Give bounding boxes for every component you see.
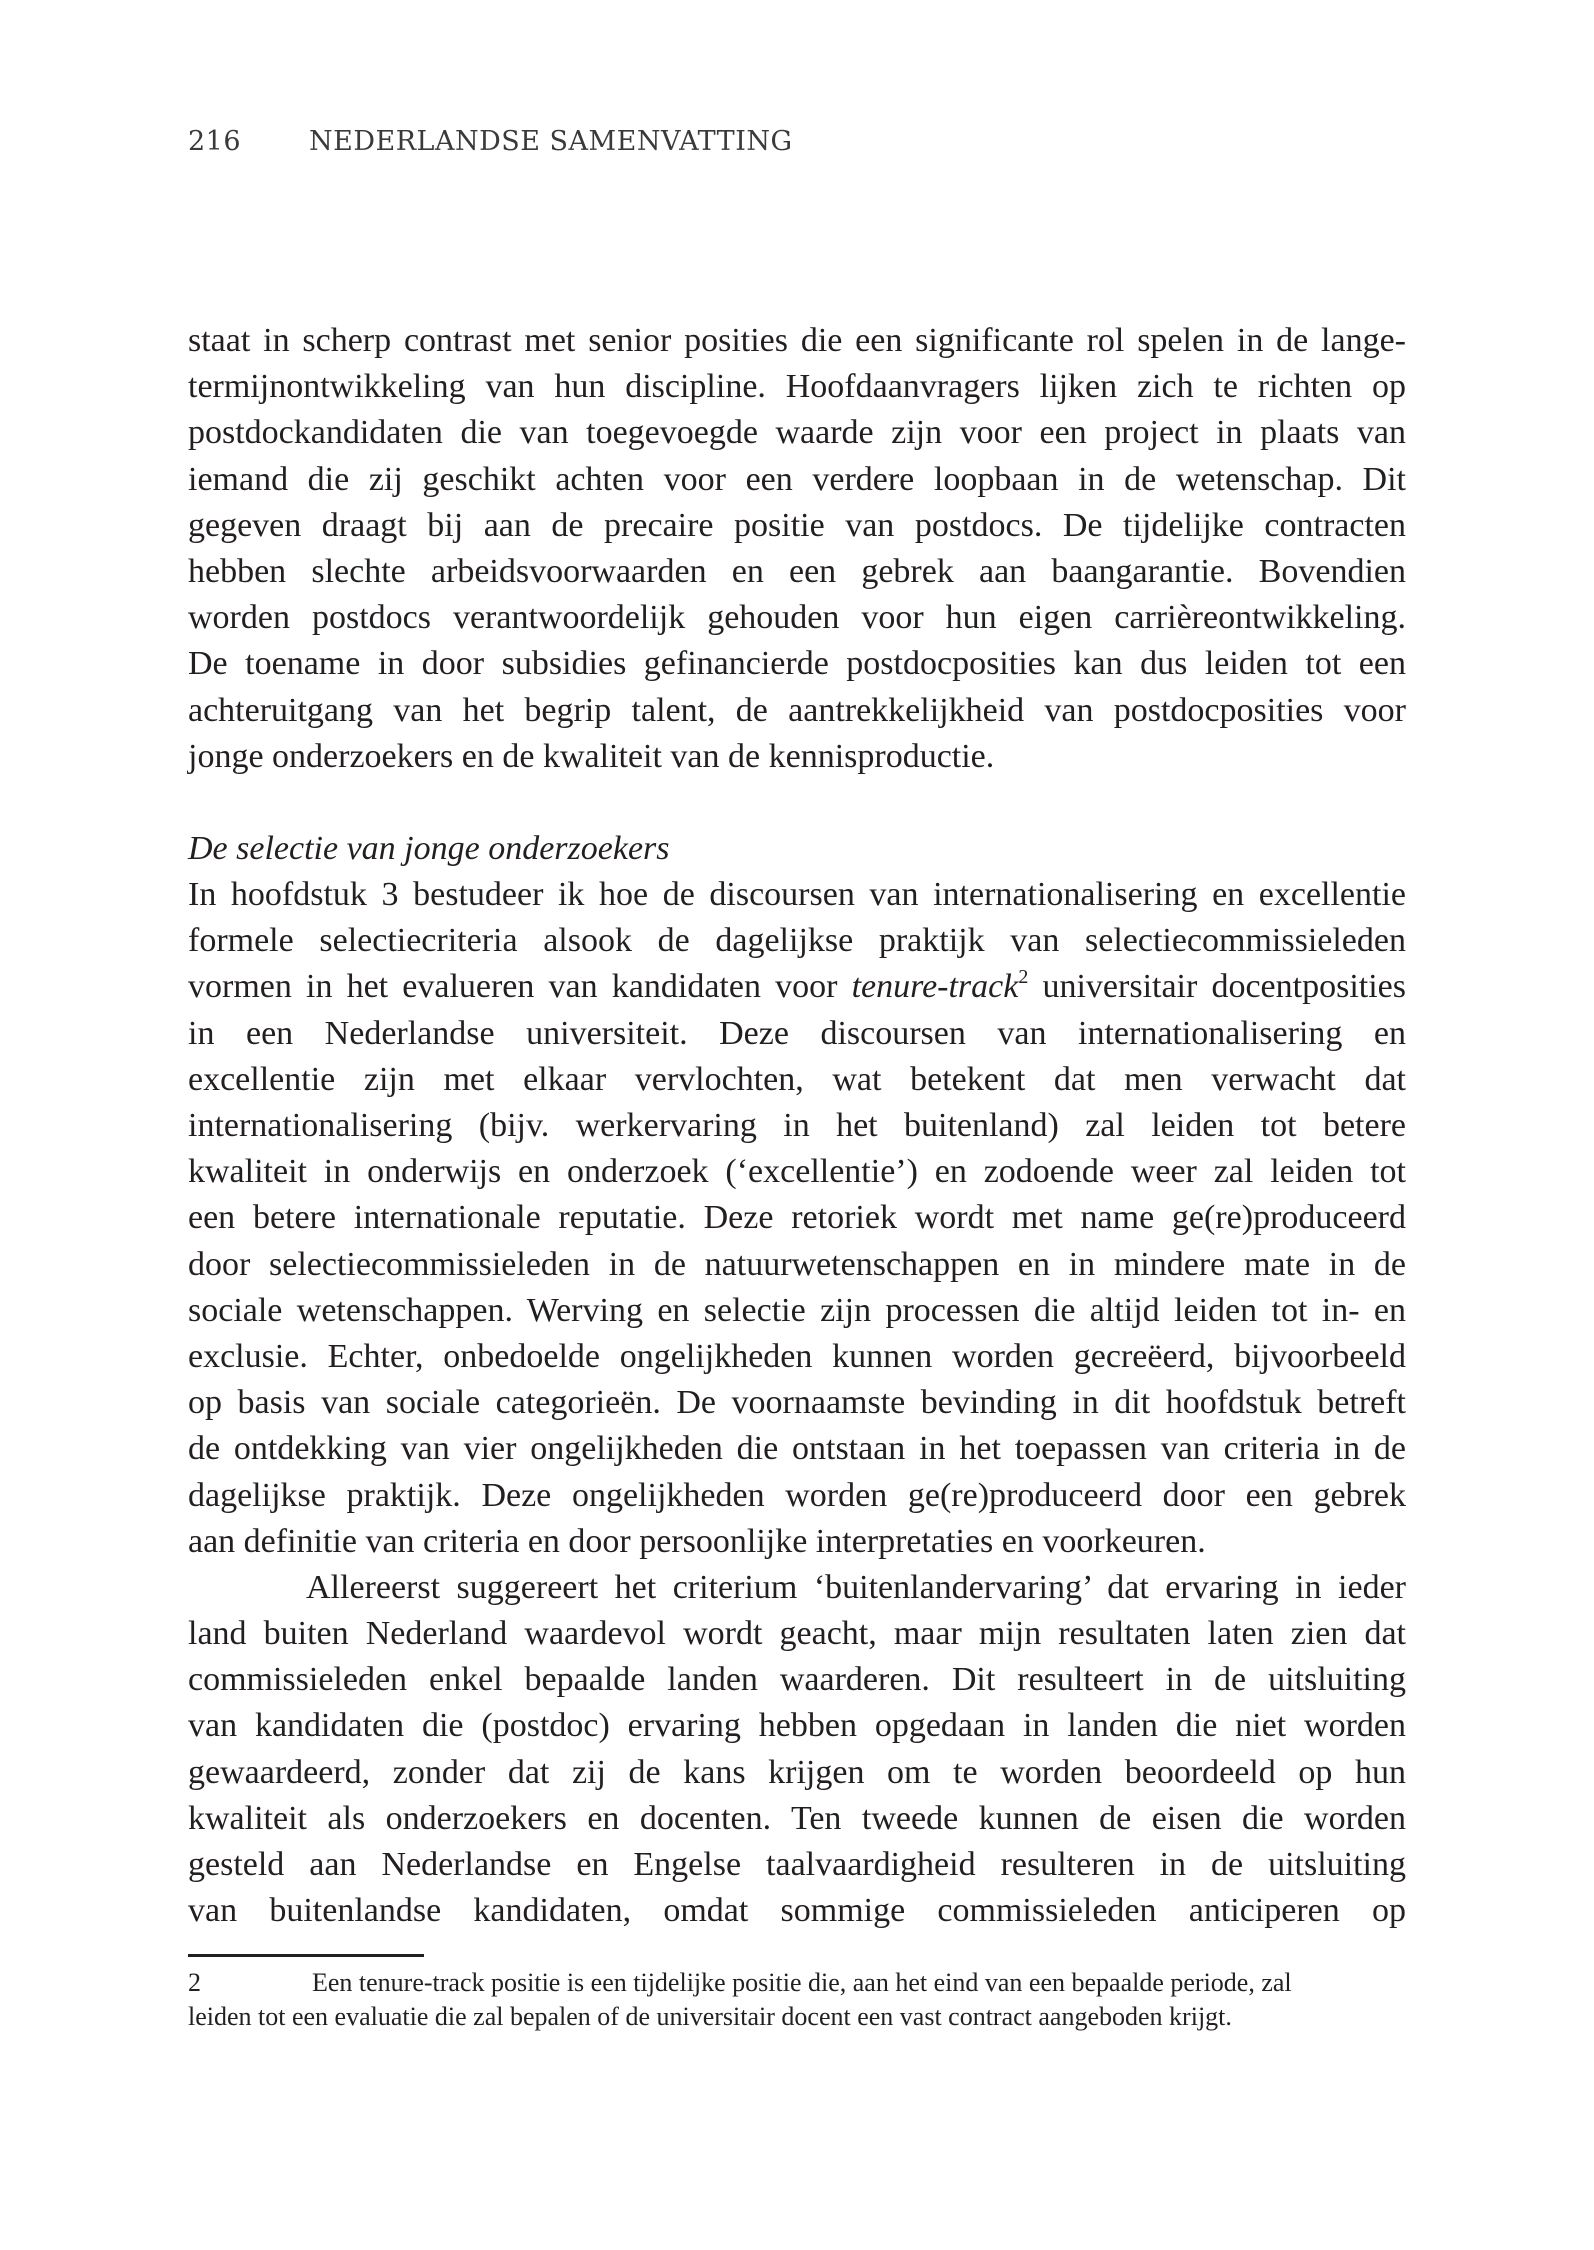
- text-line: In hoofdstuk 3 bestudeer ik hoe de discoursen van internationalisering en excellentie: [188, 876, 1406, 914]
- italic-term: tenure-track: [851, 968, 1019, 1006]
- paragraph-gap: [188, 780, 1406, 826]
- text-line: in een Nederlandse universiteit. Deze discoursen van internationalisering en: [188, 1014, 1406, 1052]
- text-line: kwaliteit in onderwijs en onderzoek (‘excellentie’) en zodoende weer zal leiden tot: [188, 1153, 1406, 1191]
- text-segment: universitair docentposities: [1028, 968, 1406, 1006]
- footnote-reference: 2: [1018, 966, 1029, 989]
- body-text: [188, 318, 1406, 1934]
- text-segment: vormen in het evalueren van kandidaten voor: [188, 968, 852, 1006]
- footnote-text: Een tenure-track positie is een tijdelijke positie die, aan het eind van een bepaalde periode, zal: [312, 1968, 1292, 1997]
- page-number: 216: [188, 126, 242, 157]
- footnote-number: 2: [188, 1968, 201, 1997]
- text-line: van kandidaten die (postdoc) ervaring hebben opgedaan in landen die niet worden: [188, 1707, 1406, 1745]
- text-line: de ontdekking van vier ongelijkheden die ontstaan in het toepassen van criteria in de: [188, 1430, 1406, 1468]
- text-line: kwaliteit als onderzoekers en docenten. Ten tweede kunnen de eisen die worden: [188, 1799, 1406, 1837]
- footnote-line: leiden tot een evaluatie die zal bepalen of de universitair docent een vast contract aangeboden krijgt.: [188, 2002, 1232, 2031]
- text-line: exclusie. Echter, onbedoelde ongelijkheden kunnen worden gecreëerd, bijvoorbeeld: [188, 1337, 1406, 1375]
- footnote: [188, 1966, 1406, 2034]
- text-line: staat in scherp contrast met senior posities die een significante rol spelen in de lange-: [188, 322, 1406, 359]
- text-line: iemand die zij geschikt achten voor een verdere loopbaan in de wetenschap. Dit: [188, 460, 1406, 498]
- text-line: excellentie zijn met elkaar vervlochten, wat betekent dat men verwacht dat: [188, 1060, 1406, 1098]
- footnote-line: [188, 1966, 1406, 2000]
- text-line: van buitenlandse kandidaten, omdat sommige commissieleden anticiperen op: [188, 1892, 1406, 1930]
- text-line-with-footnote-ref: [188, 964, 1406, 1010]
- paragraph-1: [188, 318, 1406, 780]
- text-line: Allereerst suggereert het criterium ‘buitenlandervaring’ dat ervaring in ieder: [306, 1568, 1406, 1606]
- text-line: gegeven draagt bij aan de precaire positie van postdocs. De tijdelijke contracten: [188, 506, 1406, 544]
- text-line: sociale wetenschappen. Werving en selectie zijn processen die altijd leiden tot in- en: [188, 1291, 1406, 1329]
- text-line: internationalisering (bijv. werkervaring in het buitenland) zal leiden tot betere: [188, 1107, 1406, 1144]
- text-line: door selectiecommissieleden in de natuurwetenschappen en in mindere mate in de: [188, 1245, 1406, 1283]
- text-line: formele selectiecriteria alsook de dagelijkse praktijk van selectiecommissieleden: [188, 922, 1406, 960]
- text-line: land buiten Nederland waardevol wordt geacht, maar mijn resultaten laten zien dat: [188, 1615, 1406, 1653]
- text-line: worden postdocs verantwoordelijk gehouden voor hun eigen carrièreontwikkeling.: [188, 599, 1406, 637]
- footnote-separator: [188, 1954, 424, 1957]
- text-line: een betere internationale reputatie. Deze retoriek wordt met name ge(re)produceerd: [188, 1199, 1406, 1237]
- running-head: [188, 126, 793, 157]
- text-line: jonge onderzoekers en de kwaliteit van de kennisproductie.: [188, 737, 995, 775]
- text-line: postdockandidaten die van toegevoegde waarde zijn voor een project in plaats van: [188, 414, 1406, 452]
- text-line: dagelijkse praktijk. Deze ongelijkheden worden ge(re)produceerd door een gebrek: [188, 1476, 1406, 1514]
- text-line: gesteld aan Nederlandse en Engelse taalvaardigheid resulteren in de uitsluiting: [188, 1846, 1406, 1883]
- paragraph-3: [188, 1565, 1406, 1935]
- text-line: termijnontwikkeling van hun discipline. Hoofdaanvragers lijken zich te richten op: [188, 368, 1406, 406]
- text-line: commissieleden enkel bepaalde landen waarderen. Dit resulteert in de uitsluiting: [188, 1661, 1406, 1699]
- running-head-title: NEDERLANDSE SAMENVATTING: [309, 126, 793, 157]
- paragraph-2: [188, 872, 1406, 1565]
- text-line: hebben slechte arbeidsvoorwaarden en een gebrek aan baangarantie. Bovendien: [188, 552, 1406, 590]
- section-heading: De selectie van jonge onderzoekers: [188, 829, 670, 867]
- text-line: aan definitie van criteria en door persoonlijke interpretaties en voorkeuren.: [188, 1522, 1206, 1560]
- text-line: op basis van sociale categorieën. De voornaamste bevinding in dit hoofdstuk betreft: [188, 1384, 1406, 1422]
- text-line: De toename in door subsidies gefinancierde postdocposities kan dus leiden tot een: [188, 645, 1406, 683]
- text-line: gewaardeerd, zonder dat zij de kans krijgen om te worden beoordeeld op hun: [188, 1753, 1406, 1791]
- text-line: achteruitgang van het begrip talent, de aantrekkelijkheid van postdocposities voor: [188, 691, 1406, 729]
